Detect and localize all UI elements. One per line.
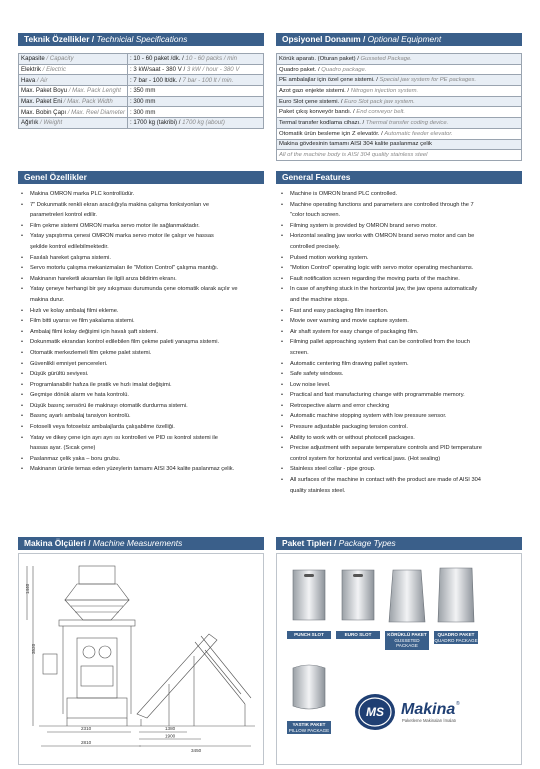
feature-item: • Makinanın ürünle temas eden yüzeylerin tamamı AISI 304 kalite paslanmaz çelik.	[21, 464, 271, 475]
feature-item: • Basınç ayarlı ambalaj tansiyon kontrolü.	[21, 411, 271, 422]
feature-item: • Programlanabilir hafıza ile pratik ve hızlı imalat değişimi.	[21, 380, 271, 391]
package-type	[287, 660, 331, 734]
feature-item: • Paslanmaz çelik yaka – boru grubu.	[21, 454, 271, 465]
optional-row	[277, 86, 522, 97]
feature-item: • "Motion Control" operating logic with servo motor operating mechanisms.	[281, 263, 531, 274]
optional-item: Termal transfer kodlama cihazı. / Thermal transfer coding device.	[277, 118, 522, 129]
optional-item: Körük aparatı. (Oturan paket) / Gusseted Package.	[277, 54, 522, 65]
feature-item: • Fast and easy packaging film insertion.	[281, 306, 531, 317]
feature-item: • Makinanın hareketli aksamları ile ilgili arıza bildirim ekranı.	[21, 274, 271, 285]
optional-item: Makina gövdesinin tamamı AISI 304 kalite paslanmaz çelik	[277, 139, 522, 150]
package-label: PUNCH SLOT	[287, 631, 331, 639]
logo-mark	[353, 692, 523, 732]
optional-row	[277, 64, 522, 75]
optional-row	[277, 75, 522, 86]
tech-spec-header: Teknik Özellikler / Technicial Specifications	[18, 33, 264, 46]
feature-item: • Stainless steel collar - pipe group.	[281, 464, 531, 475]
dim-1440: 1440	[25, 583, 30, 594]
feature-item: • Safe safety windows.	[281, 369, 531, 380]
optional-item: Euro Slot çene sistemi. / Euro Slot pack jaw system.	[277, 96, 522, 107]
feature-item: • Düşük basınç sensörü ile makinayı otomatik durdurma sistemi.	[21, 401, 271, 412]
feature-item: • Hızlı ve kolay ambalaj filmi ekleme.	[21, 306, 271, 317]
feature-item: • Servo motorlu çalışma mekanizmaları ile "Motion Control" çalışma mantığı.	[21, 263, 271, 274]
feature-item: • Pressure adjustable packaging tension control.	[281, 422, 531, 433]
package-type	[385, 566, 429, 650]
spec-row	[19, 107, 264, 118]
feature-item: • Low noise level.	[281, 380, 531, 391]
optional-item: Otomatik ürün besleme için Z elevatör. / Automatic feeder elevator.	[277, 128, 522, 139]
optional-item: Paket çıkış konveyör bandı. / End conveyor belt.	[277, 107, 522, 118]
optional-item: All of the machine body is AISI 304 quality stainless steel	[277, 150, 522, 161]
feature-item: • Fotoselli veya fotoselsiz ambalajlarda çalışabilme özelliği.	[21, 422, 271, 433]
optional-row	[277, 118, 522, 129]
dim-1900: 1900	[165, 733, 176, 739]
spec-value: : 7 bar - 100 lt/dk. / 7 bar - 100 lt / min.	[128, 75, 264, 86]
spec-row	[19, 64, 264, 75]
feature-item: • Movie over warning and movie capture system.	[281, 316, 531, 327]
feature-item: • Machine is OMRON brand PLC controlled.	[281, 189, 531, 200]
package-bag-icon	[336, 566, 380, 626]
feature-item: screen.	[290, 349, 309, 356]
optional-row	[277, 139, 522, 150]
package-label: EURO SLOT	[336, 631, 380, 639]
package-bag-icon	[434, 566, 478, 626]
feature-item: • Fasılalı hareket çalışma sistemi.	[21, 253, 271, 264]
feature-item: • Güvenlikli emniyet pencereleri.	[21, 359, 271, 370]
package-label: YASTIK PAKET PILLOW PACKAGE	[288, 722, 330, 733]
feature-item: şekilde kontrol edilebilmektedir.	[30, 243, 109, 250]
feature-item: and the machine stops.	[290, 296, 349, 303]
feature-item: • Practical and fast manufacturing change with programmable memory.	[281, 390, 531, 401]
svg-text:Paketleme Makinaları İmalatı: Paketleme Makinaları İmalatı	[402, 718, 456, 723]
optional-item: Azot gazı enjekte sistemi. / Nitrogen injection system.	[277, 86, 522, 97]
optional-equipment-header: Opsiyonel Donanım / Optional Equipment	[276, 33, 522, 46]
dim-3450: 3450	[191, 748, 202, 753]
feature-item: • Automatic machine stopping system with low pressure sensor.	[281, 411, 531, 422]
package-type	[336, 566, 380, 639]
spec-label: Hava / Air	[19, 75, 128, 86]
feature-item: "color touch screen.	[290, 212, 341, 219]
package-label: QUADRO PAKET QUADRO PACKAGE	[434, 632, 478, 643]
feature-item: • Machine operating functions and parameters are controlled through the 7	[281, 200, 531, 211]
spec-row	[19, 86, 264, 97]
spec-row	[19, 54, 264, 65]
optional-row	[277, 150, 522, 161]
feature-item: • Retrospective alarm and error checking	[281, 401, 531, 412]
feature-item: • Yatay yapıştırma çenesi OMRON marka servo motor ile çalışır ve hassas	[21, 231, 271, 242]
general-features-en-list	[281, 189, 531, 496]
feature-item: • Düşük gürültü seviyesi.	[21, 369, 271, 380]
feature-item: • Fault notification screen regarding the moving parts of the machine.	[281, 274, 531, 285]
spec-value: : 1700 kg (takribi) / 1700 kg (about)	[128, 118, 264, 129]
dim-2310: 2310	[81, 726, 92, 731]
optional-table	[276, 53, 522, 161]
feature-item: • Otomatik merkezlemeli film çekme palet sistemi.	[21, 348, 271, 359]
general-features-tr-list	[21, 189, 271, 475]
spec-label: Max. Bobin Çapı / Max. Reel Diameter	[19, 107, 128, 118]
spec-table	[18, 53, 264, 129]
svg-text:®: ®	[456, 701, 460, 707]
feature-item: • Geçmişe dönük alarm ve hata kontrolü.	[21, 390, 271, 401]
machine-drawing	[19, 554, 263, 764]
spec-value: : 300 mm	[128, 107, 264, 118]
spec-label: Kapasite / Capacity	[19, 54, 128, 65]
spec-value: : 350 mm	[128, 86, 264, 97]
spec-label: Ağırlık / Weight	[19, 118, 128, 129]
feature-item: • Yatay çeneye herhangi bir şey sıkışması durumunda çene otomatik olarak açılır ve	[21, 284, 271, 295]
spec-value: : 10 - 60 paket /dk. / 10 - 60 packs / min	[128, 54, 264, 65]
machine-drawing-panel	[18, 553, 264, 765]
feature-item: makina durur.	[30, 296, 65, 303]
general-features-tr-header: Genel Özellikler	[18, 171, 264, 184]
feature-item: parametreleri kontrol edilir.	[30, 212, 98, 219]
feature-item: • Dokunmatik ekrandan kontrol edilebilen film çekme paleti yanaşma sistemi.	[21, 337, 271, 348]
package-bag-icon	[287, 660, 331, 716]
feature-item: controlled precisely.	[290, 243, 340, 250]
spec-label: Max. Paket Boyu / Max. Pack Lenght	[19, 86, 128, 97]
package-bag-icon	[287, 566, 331, 626]
feature-item: • All surfaces of the machine in contact with the product are made of AISI 304	[281, 475, 531, 486]
feature-item: • Filming system is provided by OMRON brand servo motor.	[281, 221, 531, 232]
spec-value: : 300 mm	[128, 96, 264, 107]
feature-item: • Yatay ve dikey çene için ayrı ayrı ısı kontrolleri ve PID ısı kontrol sistemi ile	[21, 433, 271, 444]
ms-makina-logo	[353, 692, 523, 732]
svg-text:Makina: Makina	[401, 701, 456, 718]
feature-item: • 7" Dokunmatik renkli ekran aracılığıyla makina çalışma fonksiyonları ve	[21, 200, 271, 211]
feature-item: • Makina OMRON marka PLC kontrollüdür.	[21, 189, 271, 200]
spec-row	[19, 118, 264, 129]
optional-row	[277, 107, 522, 118]
feature-item: • Automatic centering film drawing pallet system.	[281, 359, 531, 370]
optional-item: Quadro paket. / Quadro package.	[277, 64, 522, 75]
optional-item: PE ambalajlar için özel çene sistemi. / Special jaw system for PE packages.	[277, 75, 522, 86]
package-type	[287, 566, 331, 639]
feature-item: • Pulsed motion working system.	[281, 253, 531, 264]
package-label: KÖRÜKLÜ PAKET GUSSETED PACKAGE	[385, 631, 429, 650]
spec-row	[19, 96, 264, 107]
package-type	[434, 566, 478, 644]
feature-item: hassas ayar. (Sıcak çene)	[30, 445, 96, 452]
feature-item: quality stainless steel.	[290, 487, 346, 494]
feature-item: control system for horizontal and vertical jaws. (Hot sealing)	[290, 455, 441, 462]
feature-item: • In case of anything stuck in the horizontal jaw, the jaw opens automatically	[281, 284, 531, 295]
feature-item: • Precise adjustment with separate temperature controls and PID temperature	[281, 443, 531, 454]
spec-row	[19, 75, 264, 86]
dim-1380: 1380	[165, 726, 176, 731]
package-bag-icon	[385, 566, 429, 626]
package-types-header: Paket Tipleri / Package Types	[276, 537, 522, 550]
spec-label: Elektrik / Electric	[19, 64, 128, 75]
general-features-en-header: General Features	[276, 171, 522, 184]
spec-label: Max. Paket Eni / Max. Pack Width	[19, 96, 128, 107]
dim-2810: 2810	[81, 740, 92, 745]
feature-item: • Air shaft system for easy change of packaging film.	[281, 327, 531, 338]
svg-text:MS: MS	[366, 705, 384, 719]
feature-item: • Film bitti uyarısı ve film yakalama sistemi.	[21, 316, 271, 327]
dim-3520: 3520	[31, 643, 36, 654]
feature-item: • Filming pallet approaching system that can be controlled from the touch	[281, 337, 531, 348]
feature-item: • Film çekme sistemi OMRON marka servo motor ile sağlanmaktadır.	[21, 221, 271, 232]
optional-row	[277, 54, 522, 65]
machine-measurements-header: Makina Ölçüleri / Machine Measurements	[18, 537, 264, 550]
feature-item: • Ability to work with or without photocell packages.	[281, 433, 531, 444]
spec-value: : 3 kW/saat - 380 V / 3 kW / hour - 380 V	[128, 64, 264, 75]
feature-item: • Horizontal sealing jaw works with OMRON brand servo motor and can be	[281, 231, 531, 242]
feature-item: • Ambalaj filmi kolay değişimi için havalı şaft sistemi.	[21, 327, 271, 338]
optional-row	[277, 128, 522, 139]
optional-row	[277, 96, 522, 107]
